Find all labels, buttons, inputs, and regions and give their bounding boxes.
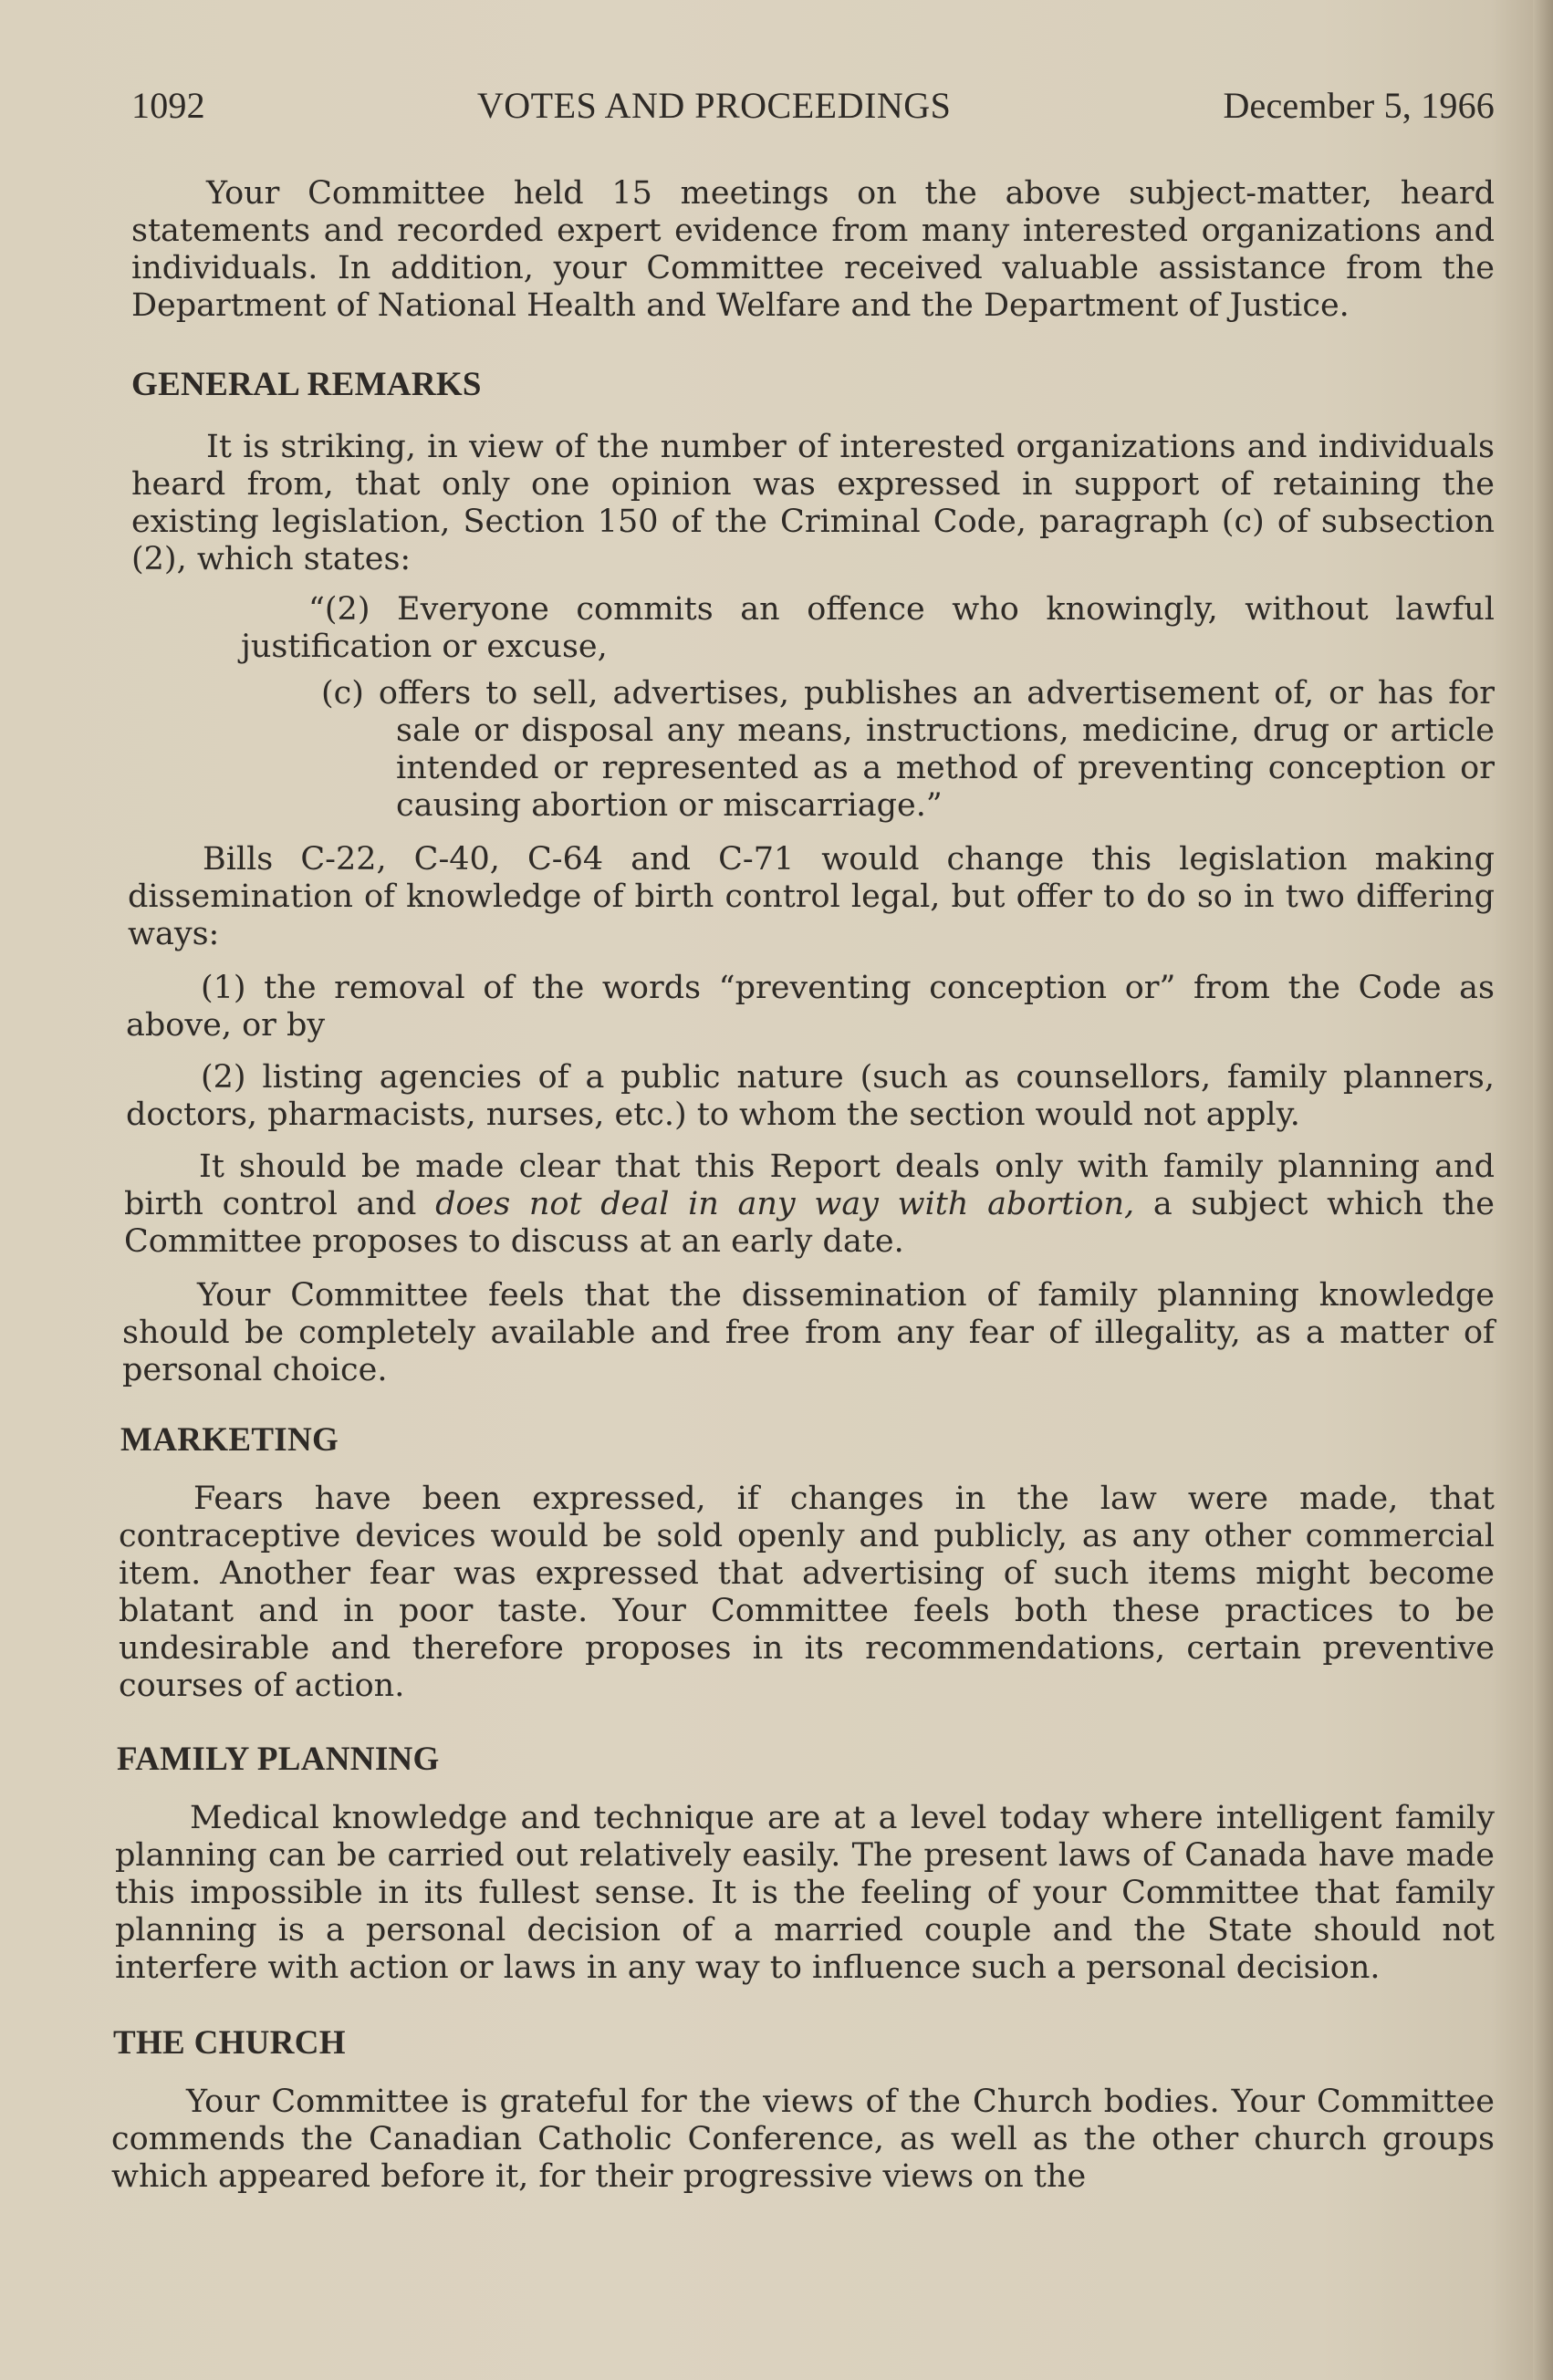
general-remarks-paragraph-3 xyxy=(124,1148,1495,1261)
section-heading-family-planning: FAMILY PLANNING xyxy=(117,1741,440,1778)
general-remarks-paragraph-2: Bills C-22, C-40, C-64 and C-71 would change this legislation making dissemination of knowledge of birth control legal, but offer to do so in two differing ways: xyxy=(128,841,1495,952)
running-head xyxy=(131,84,1495,128)
page-number: 1092 xyxy=(131,85,205,126)
marketing-paragraph: Fears have been expressed, if changes in the law were made, that contraceptive devices would be sold openly and publicly, as any other commercial item. Another fear was expressed that advertising of such items might become blatant and in poor taste. Your Committee feels both these practices to be undesirable and therefore proposes in its recommendations, certain preventive courses of action. xyxy=(119,1481,1495,1704)
intro-paragraph: Your Committee held 15 meetings on the above subject-matter, heard statements and recorded expert evidence from many interested organizations and individuals. In addition, your Committee received valuable assistance from the Department of National Health and Welfare and the Department of Justice. xyxy=(131,175,1495,324)
section-heading-the-church: THE CHURCH xyxy=(113,2024,346,2062)
general-remarks-paragraph-4: Your Committee feels that the dissemination of family planning knowledge should be completely available and free from any fear of illegality, as a matter of personal choice. xyxy=(122,1277,1495,1388)
option-1-item: (1) the removal of the words “preventing conception or” from the Code as above, or by xyxy=(126,970,1495,1044)
running-date: December 5, 1966 xyxy=(1223,85,1495,126)
paragraph-3-end: a subject which the Committee proposes to discuss at an early date. xyxy=(124,1186,1496,1260)
page-content xyxy=(111,84,1496,2196)
legislation-quote-subsection: “(2) Everyone commits an offence who knowingly, without lawful justification or excuse, xyxy=(241,591,1495,665)
paragraph-3-start: It should be made clear that this Report deals only with family planning and birth control and xyxy=(124,1148,1495,1222)
option-2-item: (2) listing agencies of a public nature (such as counsellors, family planners, doctors, pharmacists, nurses, etc.) to whom the section would not apply. xyxy=(126,1059,1495,1133)
legislation-quote-paragraph-c: (c) offers to sell, advertises, publishes an advertisement of, or has for sale or disposal any means, instructions, medicine, drug or article intended or represented as a method of preventing conception or causing abortion or miscarriage.” xyxy=(321,675,1495,824)
section-heading-marketing: MARKETING xyxy=(120,1421,339,1459)
paragraph-3-emphasis: does not deal in any way with abortion, xyxy=(435,1186,1135,1222)
section-heading-general-remarks: GENERAL REMARKS xyxy=(131,366,482,403)
family-planning-paragraph: Medical knowledge and technique are at a level today where intelligent family planning can be carried out relatively easily. The present laws of Canada have made this impossible in its fullest sense. It is the feeling of your Committee that family planning is a personal decision of a married couple and the State should not interfere with action or laws in any way to influence such a personal decision. xyxy=(115,1800,1495,1986)
running-title: VOTES AND PROCEEDINGS xyxy=(476,85,952,126)
general-remarks-paragraph-1: It is striking, in view of the number of interested organizations and individuals heard from, that only one opinion was expressed in support of retaining the existing legislation, Section 150 of the Criminal Code, paragraph (c) of subsection (2), which states: xyxy=(131,429,1495,577)
page-edge-shadow xyxy=(1533,0,1553,2380)
church-paragraph: Your Committee is grateful for the views of the Church bodies. Your Committee commends the Canadian Catholic Conference, as well as the other church groups which appeared before it, for their progressive views on the xyxy=(111,2084,1495,2195)
